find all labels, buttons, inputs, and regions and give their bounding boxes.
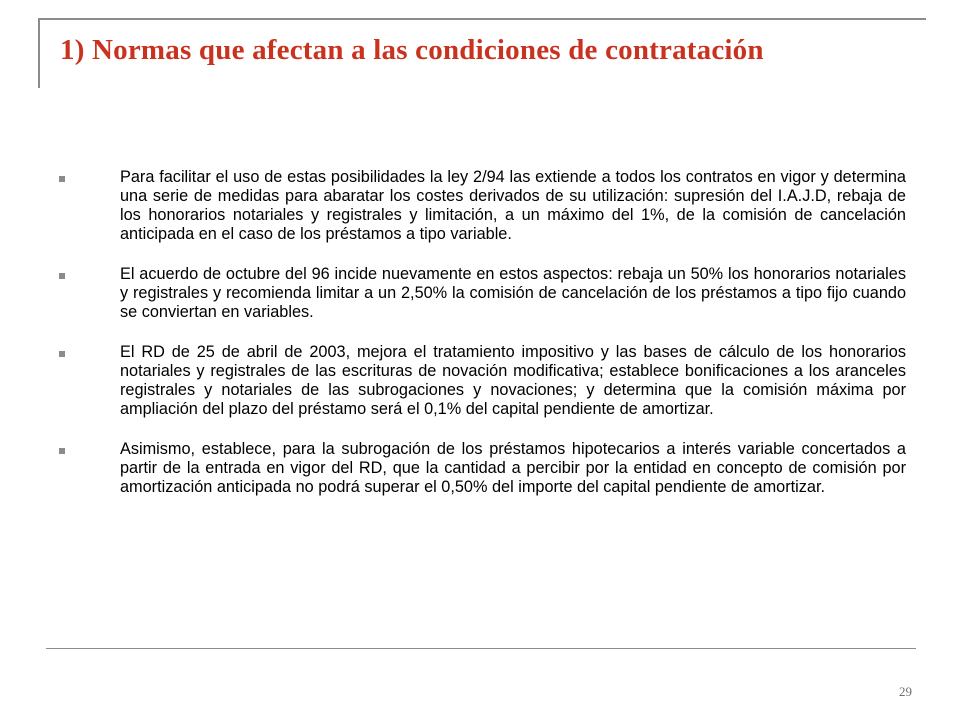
page-number: 29 xyxy=(899,684,912,699)
bullet-item-4 xyxy=(56,440,906,497)
square-bullet-icon xyxy=(59,176,65,182)
title-accent-vertical-line xyxy=(38,18,40,88)
bullet-text-3: El RD de 25 de abril de 2003, mejora el tratamiento impositivo y las bases de cálculo de los honorarios notariales y registrales de las escrituras de novación modificativa; establece bonificaciones a los aranceles registrales y notariales de las subrogaciones y novaciones; y determina que la comisión máxima por ampliación del plazo del préstamo será el 0,1% del capital pendiente de amortizar. xyxy=(120,343,906,418)
bullet-list xyxy=(56,168,906,518)
title-accent-horizontal-line xyxy=(38,18,926,20)
bullet-item-1 xyxy=(56,168,906,244)
bullet-text-2: El acuerdo de octubre del 96 incide nuevamente en estos aspectos: rebaja un 50% los honorarios notariales y registrales y recomienda limitar a un 2,50% la comisión de cancelación de los préstamos a tipo fijo cuando se conviertan en variables. xyxy=(120,265,906,321)
square-bullet-icon xyxy=(59,273,65,279)
bullet-text-1: Para facilitar el uso de estas posibilidades la ley 2/94 las extiende a todos los contratos en vigor y determina una serie de medidas para abaratar los costes derivados de su utilización: supresión del I.A.J.D, rebaja de los honorarios notariales y registrales y limitación, a un máximo del 1%, de la comisión de cancelación anticipada en el caso de los préstamos a tipo variable. xyxy=(120,168,906,243)
bullet-item-3 xyxy=(56,343,906,419)
footer-divider xyxy=(46,648,916,649)
square-bullet-icon xyxy=(59,351,65,357)
square-bullet-icon xyxy=(59,448,65,454)
slide-title: 1) Normas que afectan a las condiciones de contratación xyxy=(60,34,764,66)
bullet-text-4: Asimismo, establece, para la subrogación de los préstamos hipotecarios a interés variable concertados a partir de la entrada en vigor del RD, que la cantidad a percibir por la entidad en concepto de comisión por amortización anticipada no podrá superar el 0,50% del importe del capital pendiente de amortizar. xyxy=(120,440,906,496)
bullet-item-2 xyxy=(56,265,906,322)
